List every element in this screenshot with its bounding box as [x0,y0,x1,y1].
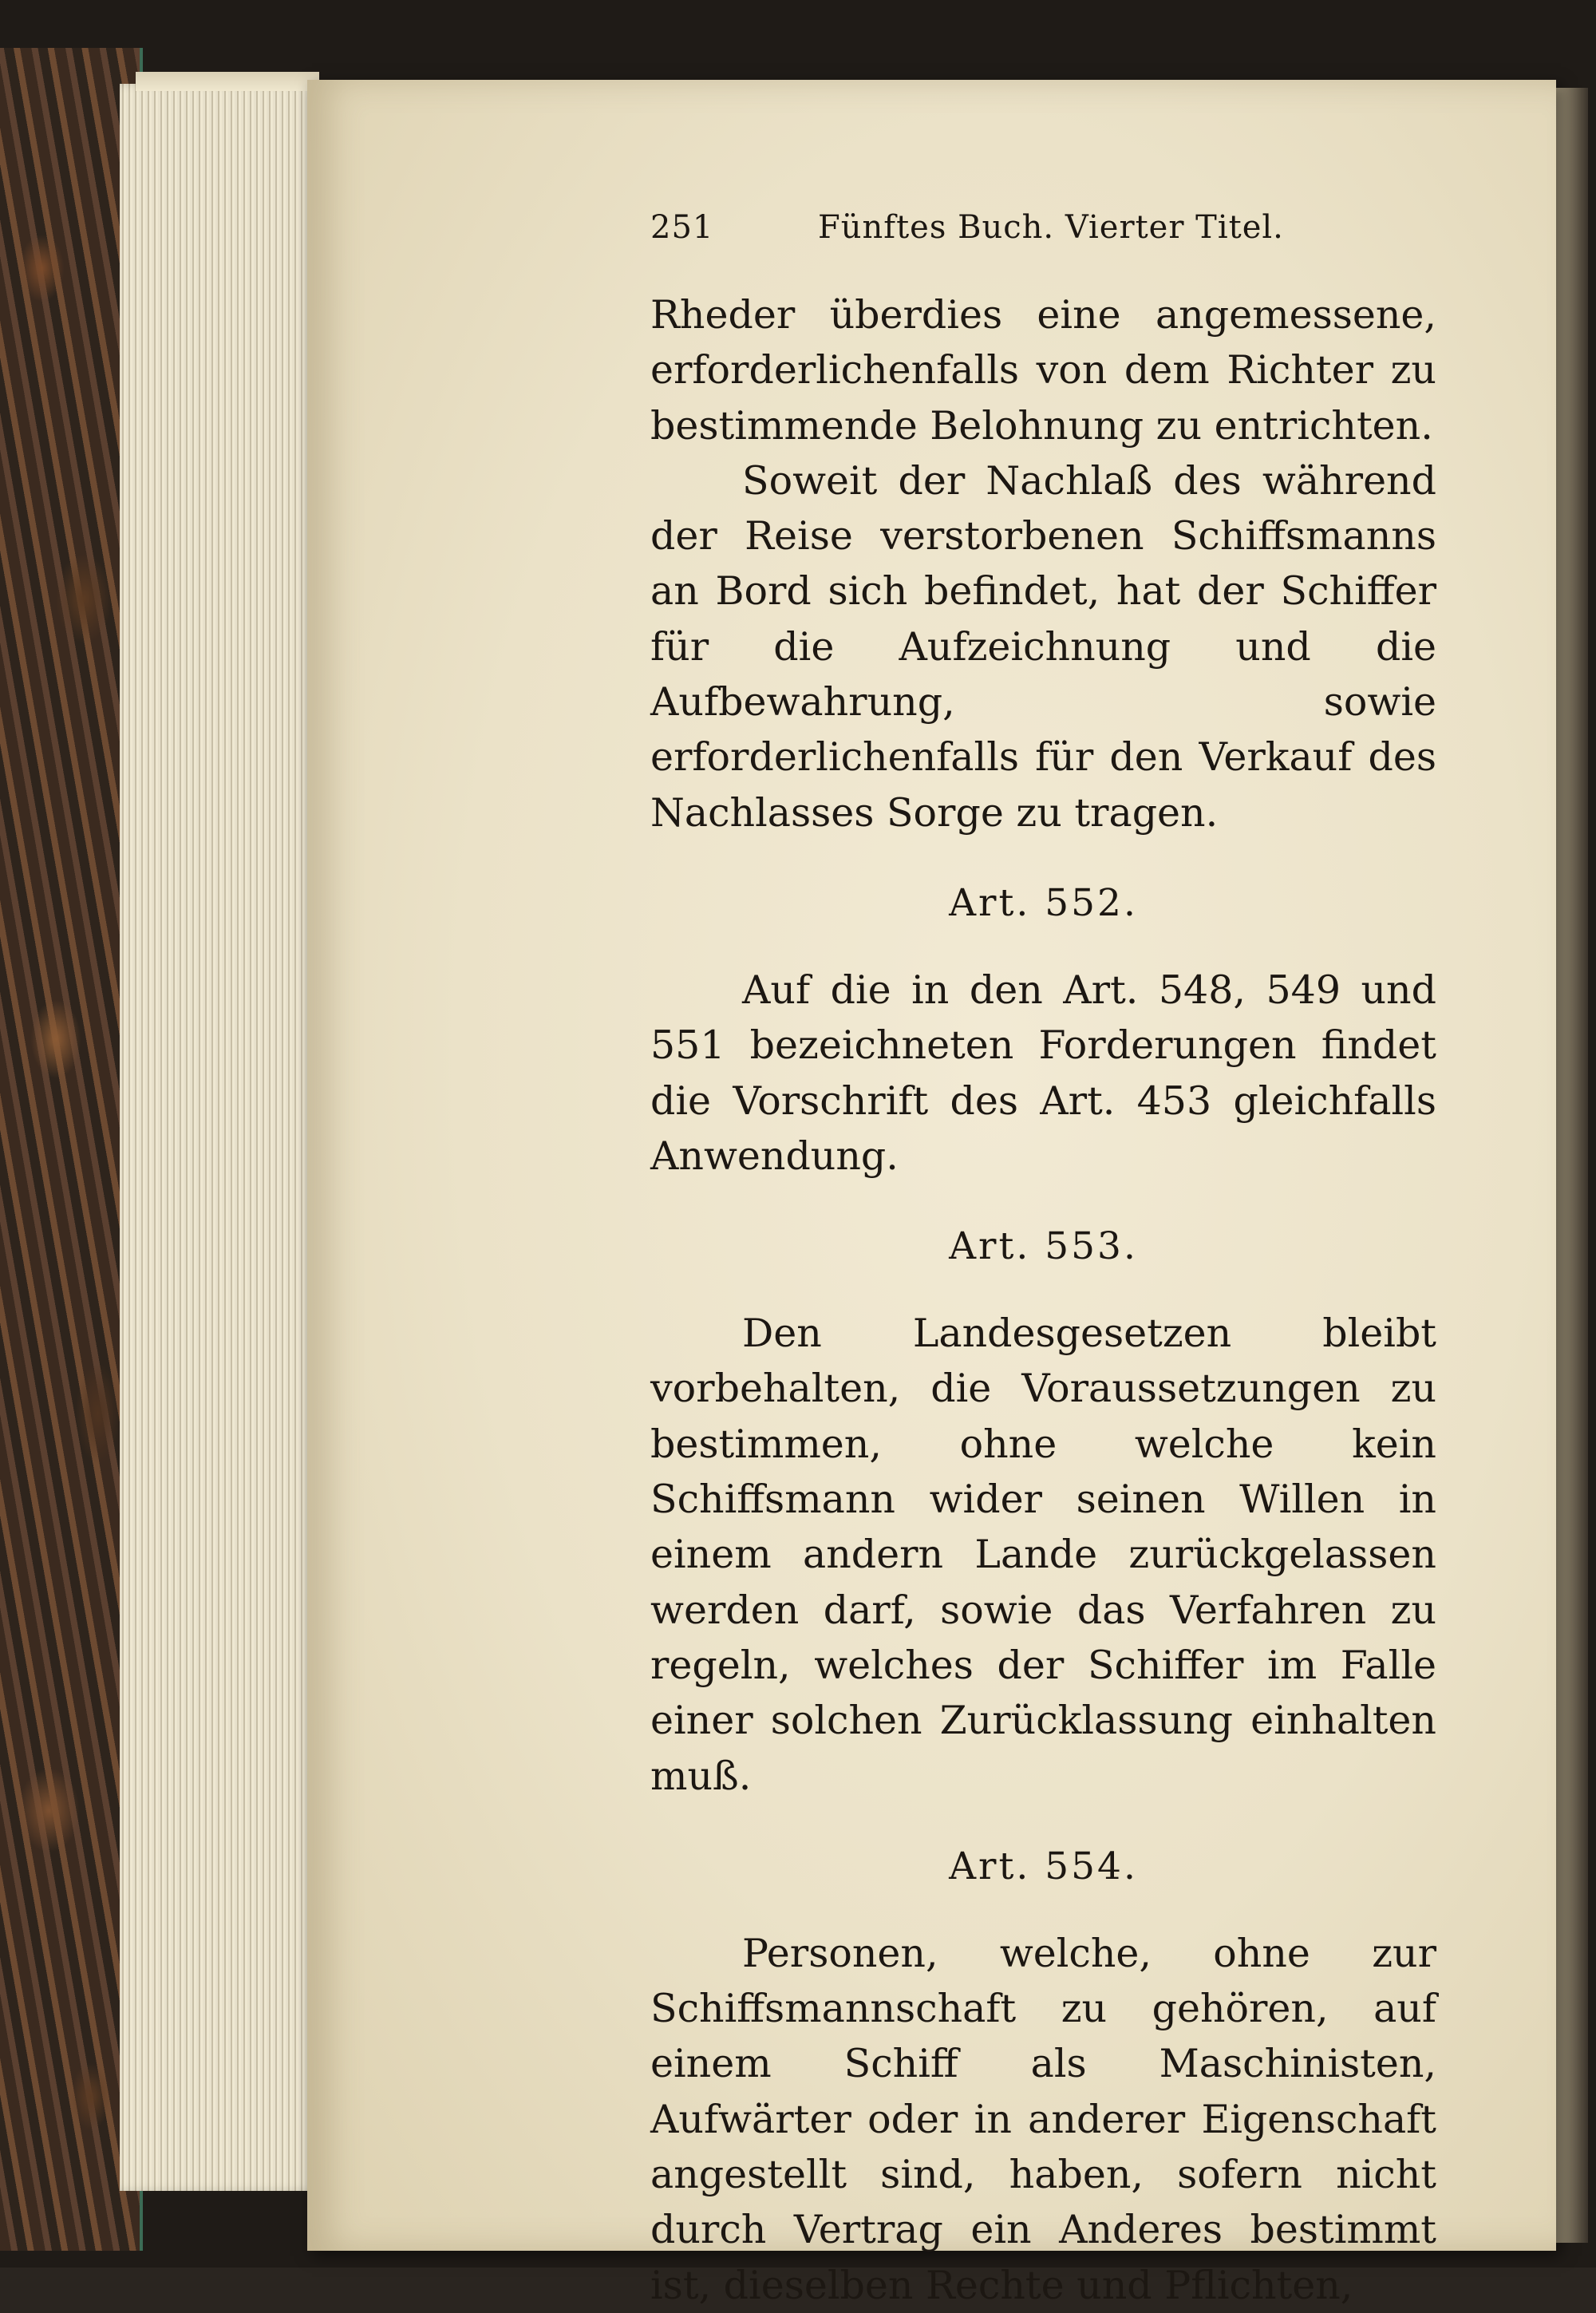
page-number: 251 [650,209,714,246]
page-text [650,209,1436,2313]
article-heading-552: Art. 552. [949,880,1138,925]
article-heading-553: Art. 553. [949,1224,1138,1269]
running-title: Fünftes Buch. Vierter Titel. [818,209,1284,246]
page-edges-top [136,72,319,91]
page-edges [120,84,319,2191]
article-heading-554: Art. 554. [949,1844,1138,1888]
paragraph-art-553: Den Landesgesetzen bleibt vorbehalten, die Voraussetzungen zu bestimmen, ohne welche kein Schiffsmann wider seinen Willen in einem andern Lande zurückgelassen werden darf, sowie das Verfahren zu regeln, welches der Schiffer im Falle einer solchen Zurücklassung einhalten muß. [650,1311,1436,1799]
facing-page-edge [1556,88,1588,2243]
paragraph-continued: Rheder überdies eine angemessene, erforderlichenfalls von dem Richter zu bestimmende Belohnung zu entrichten. [650,292,1436,449]
paragraph-nachlass: Soweit der Nachlaß des während der Reise verstorbenen Schiffsmanns an Bord sich befindet, hat der Schiffer für die Aufzeichnung und die Aufbewahrung, sowie erforderlichenfalls für den Verkauf des Nachlasses Sorge zu tragen. [650,457,1436,836]
paragraph-art-552: Auf die in den Art. 548, 549 und 551 bezeichneten Forderungen findet die Vorschrift des Art. 453 gleichfalls Anwendung. [650,967,1436,1179]
running-header [650,209,1436,257]
paragraph-art-554: Personen, welche, ohne zur Schiffsmannschaft zu gehören, auf einem Schiff als Maschinisten, Aufwärter oder in anderer Eigenschaft angestellt sind, haben, sofern nicht durch Vertrag ein Anderes bestimmt ist, dieselben Rechte und Pflichten, [650,1930,1436,2308]
